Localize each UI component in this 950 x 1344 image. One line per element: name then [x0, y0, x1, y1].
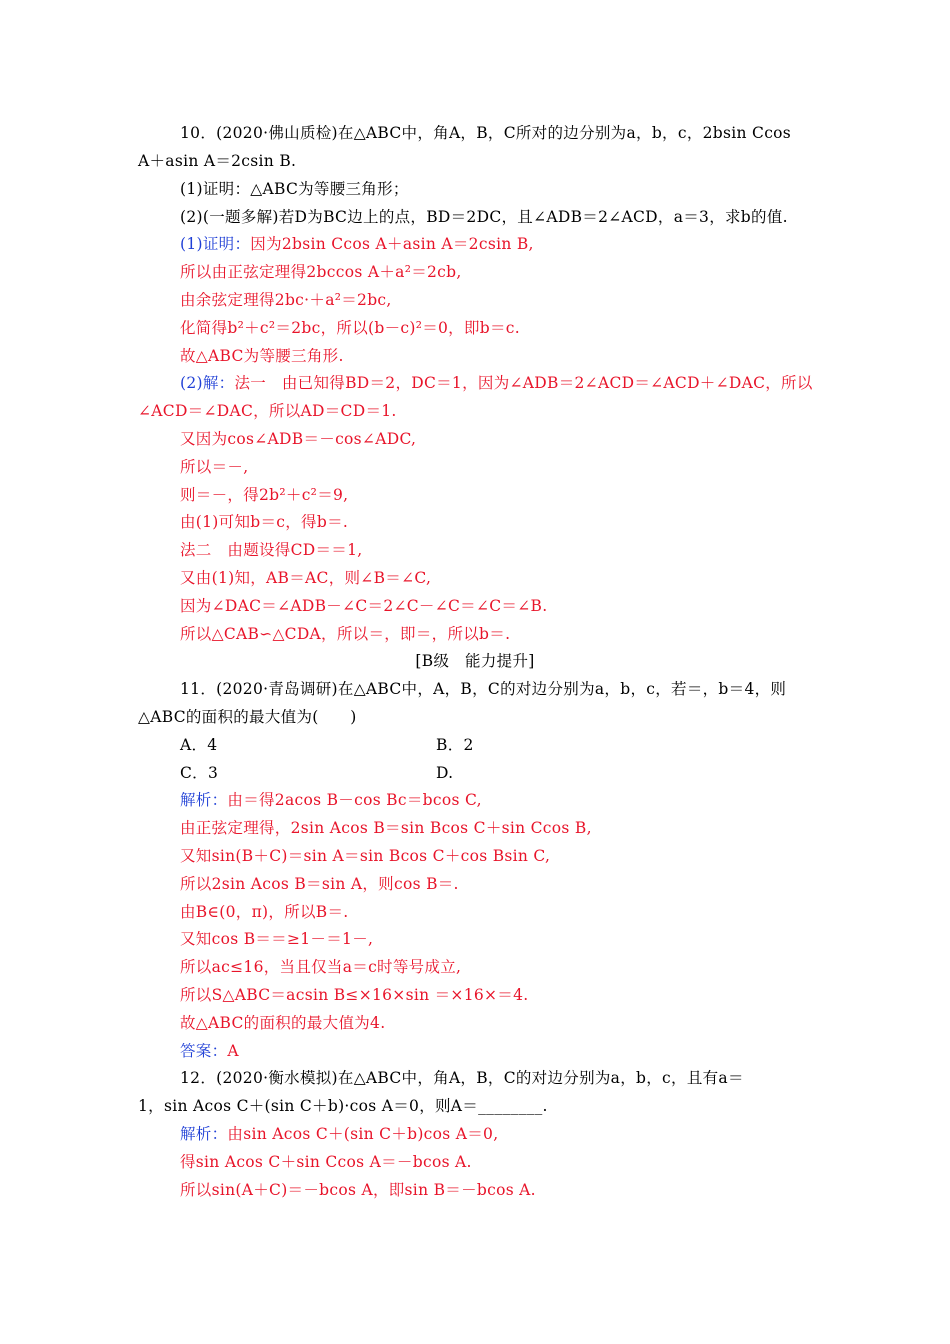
analysis-label: 解析： [180, 791, 228, 809]
q10-solution-line5: 则＝－，得2b²＋c²＝9, [180, 486, 349, 504]
q11-analysis-line6: 又知cos B＝＝≥1－＝1－, [180, 930, 374, 948]
answer-value: A [227, 1042, 239, 1060]
q11-option-c: C．3 [180, 764, 219, 782]
q11-analysis-line5: 由B∈(0，π)，所以B＝. [180, 903, 349, 921]
q11-analysis-line2: 由正弦定理得，2sin Acos B＝sin Bcos C＋sin Ccos B, [180, 819, 592, 837]
q12-stem-line2: 1，sin Acos C＋(sin C＋b)·cos A＝0，则A＝________. [138, 1097, 548, 1115]
q11-stem-line2: △ABC的面积的最大值为( ) [138, 708, 357, 726]
q12-analysis-line1 [180, 1124, 498, 1144]
q10-solution-line2: ∠ACD＝∠DAC，所以AD＝CD＝1. [138, 402, 397, 420]
q11-analysis-line8: 所以S△ABC＝acsin B≤×16×sin ＝×16×＝4. [180, 986, 529, 1004]
q11-option-b: B．2 [436, 736, 474, 754]
q10-stem-line2: A＋asin A＝2csin B. [138, 152, 297, 170]
q12-analysis-line2: 得sin Acos C＋sin Ccos A＝－bcos A. [180, 1153, 472, 1171]
q10-proof-line1 [180, 234, 534, 254]
q10-proof-line5: 故△ABC为等腰三角形. [180, 347, 344, 365]
answer-label: 答案： [180, 1042, 228, 1060]
q10-solution-line1 [180, 373, 813, 393]
q10-solution-line10: 所以△CAB∽△CDA，所以＝，即＝，所以b＝. [180, 625, 511, 643]
q11-answer-line [180, 1041, 239, 1061]
proof-label: (1)证明： [180, 235, 251, 253]
section-heading: [B级 能力提升] [415, 652, 535, 670]
q12-analysis-line3: 所以sin(A＋C)＝－bcos A，即sin B＝－bcos A. [180, 1181, 536, 1199]
q10-solution-line7: 法二 由题设得CD＝＝1, [180, 541, 363, 559]
analysis-text: 由sin Acos C＋(sin C＋b)cos A＝0, [227, 1125, 499, 1143]
proof-text: 因为2bsin Ccos A＋asin A＝2csin B, [250, 235, 534, 253]
q10-stem-line1: 10．(2020·佛山质检)在△ABC中，角A，B，C所对的边分别为a，b，c，2bsin Ccos [180, 124, 792, 142]
q10-solution-line4: 所以＝－, [180, 458, 249, 476]
q10-part2: (2)(一题多解)若D为BC边上的点，BD＝2DC，且∠ADB＝2∠ACD，a＝3，求b的值. [180, 208, 788, 226]
q11-option-a: A．4 [180, 736, 218, 754]
q10-part1: (1)证明：△ABC为等腰三角形； [180, 180, 409, 198]
q10-solution-line9: 因为∠DAC＝∠ADB－∠C＝2∠C－∠C＝∠C＝∠B. [180, 597, 548, 615]
solution-text: 法一 由已知得BD＝2，DC＝1，因为∠ADB＝2∠ACD＝∠ACD＋∠DAC，所以 [234, 374, 813, 392]
q11-analysis-line1 [180, 790, 482, 810]
q12-stem-line1: 12．(2020·衡水模拟)在△ABC中，角A，B，C的对边分别为a，b，c，且有a＝ [180, 1069, 744, 1087]
q10-proof-line2: 所以由正弦定理得2bccos A＋a²＝2cb, [180, 263, 462, 281]
q10-proof-line3: 由余弦定理得2bc·＋a²＝2bc, [180, 291, 392, 309]
q10-proof-line4: 化简得b²＋c²＝2bc，所以(b－c)²＝0，即b＝c. [180, 319, 520, 337]
q11-analysis-line4: 所以2sin Acos B＝sin A，则cos B＝. [180, 875, 459, 893]
q10-solution-line6: 由(1)可知b＝c，得b＝. [180, 513, 349, 531]
q11-analysis-line7: 所以ac≤16，当且仅当a＝c时等号成立, [180, 958, 462, 976]
q10-solution-line3: 又因为cos∠ADB＝－cos∠ADC, [180, 430, 417, 448]
q11-analysis-line3: 又知sin(B＋C)＝sin A＝sin Bcos C＋cos Bsin C, [180, 847, 551, 865]
analysis-label: 解析： [180, 1125, 228, 1143]
q11-option-d: D. [436, 764, 454, 782]
solution-label: (2)解： [180, 374, 235, 392]
analysis-text: 由＝得2acos B－cos Bc＝bcos C, [227, 791, 482, 809]
q11-analysis-line9: 故△ABC的面积的最大值为4. [180, 1014, 386, 1032]
q10-solution-line8: 又由(1)知，AB＝AC，则∠B＝∠C, [180, 569, 432, 587]
q11-stem-line1: 11．(2020·青岛调研)在△ABC中，A，B，C的对边分别为a，b，c，若＝，b＝4，则 [180, 680, 787, 698]
